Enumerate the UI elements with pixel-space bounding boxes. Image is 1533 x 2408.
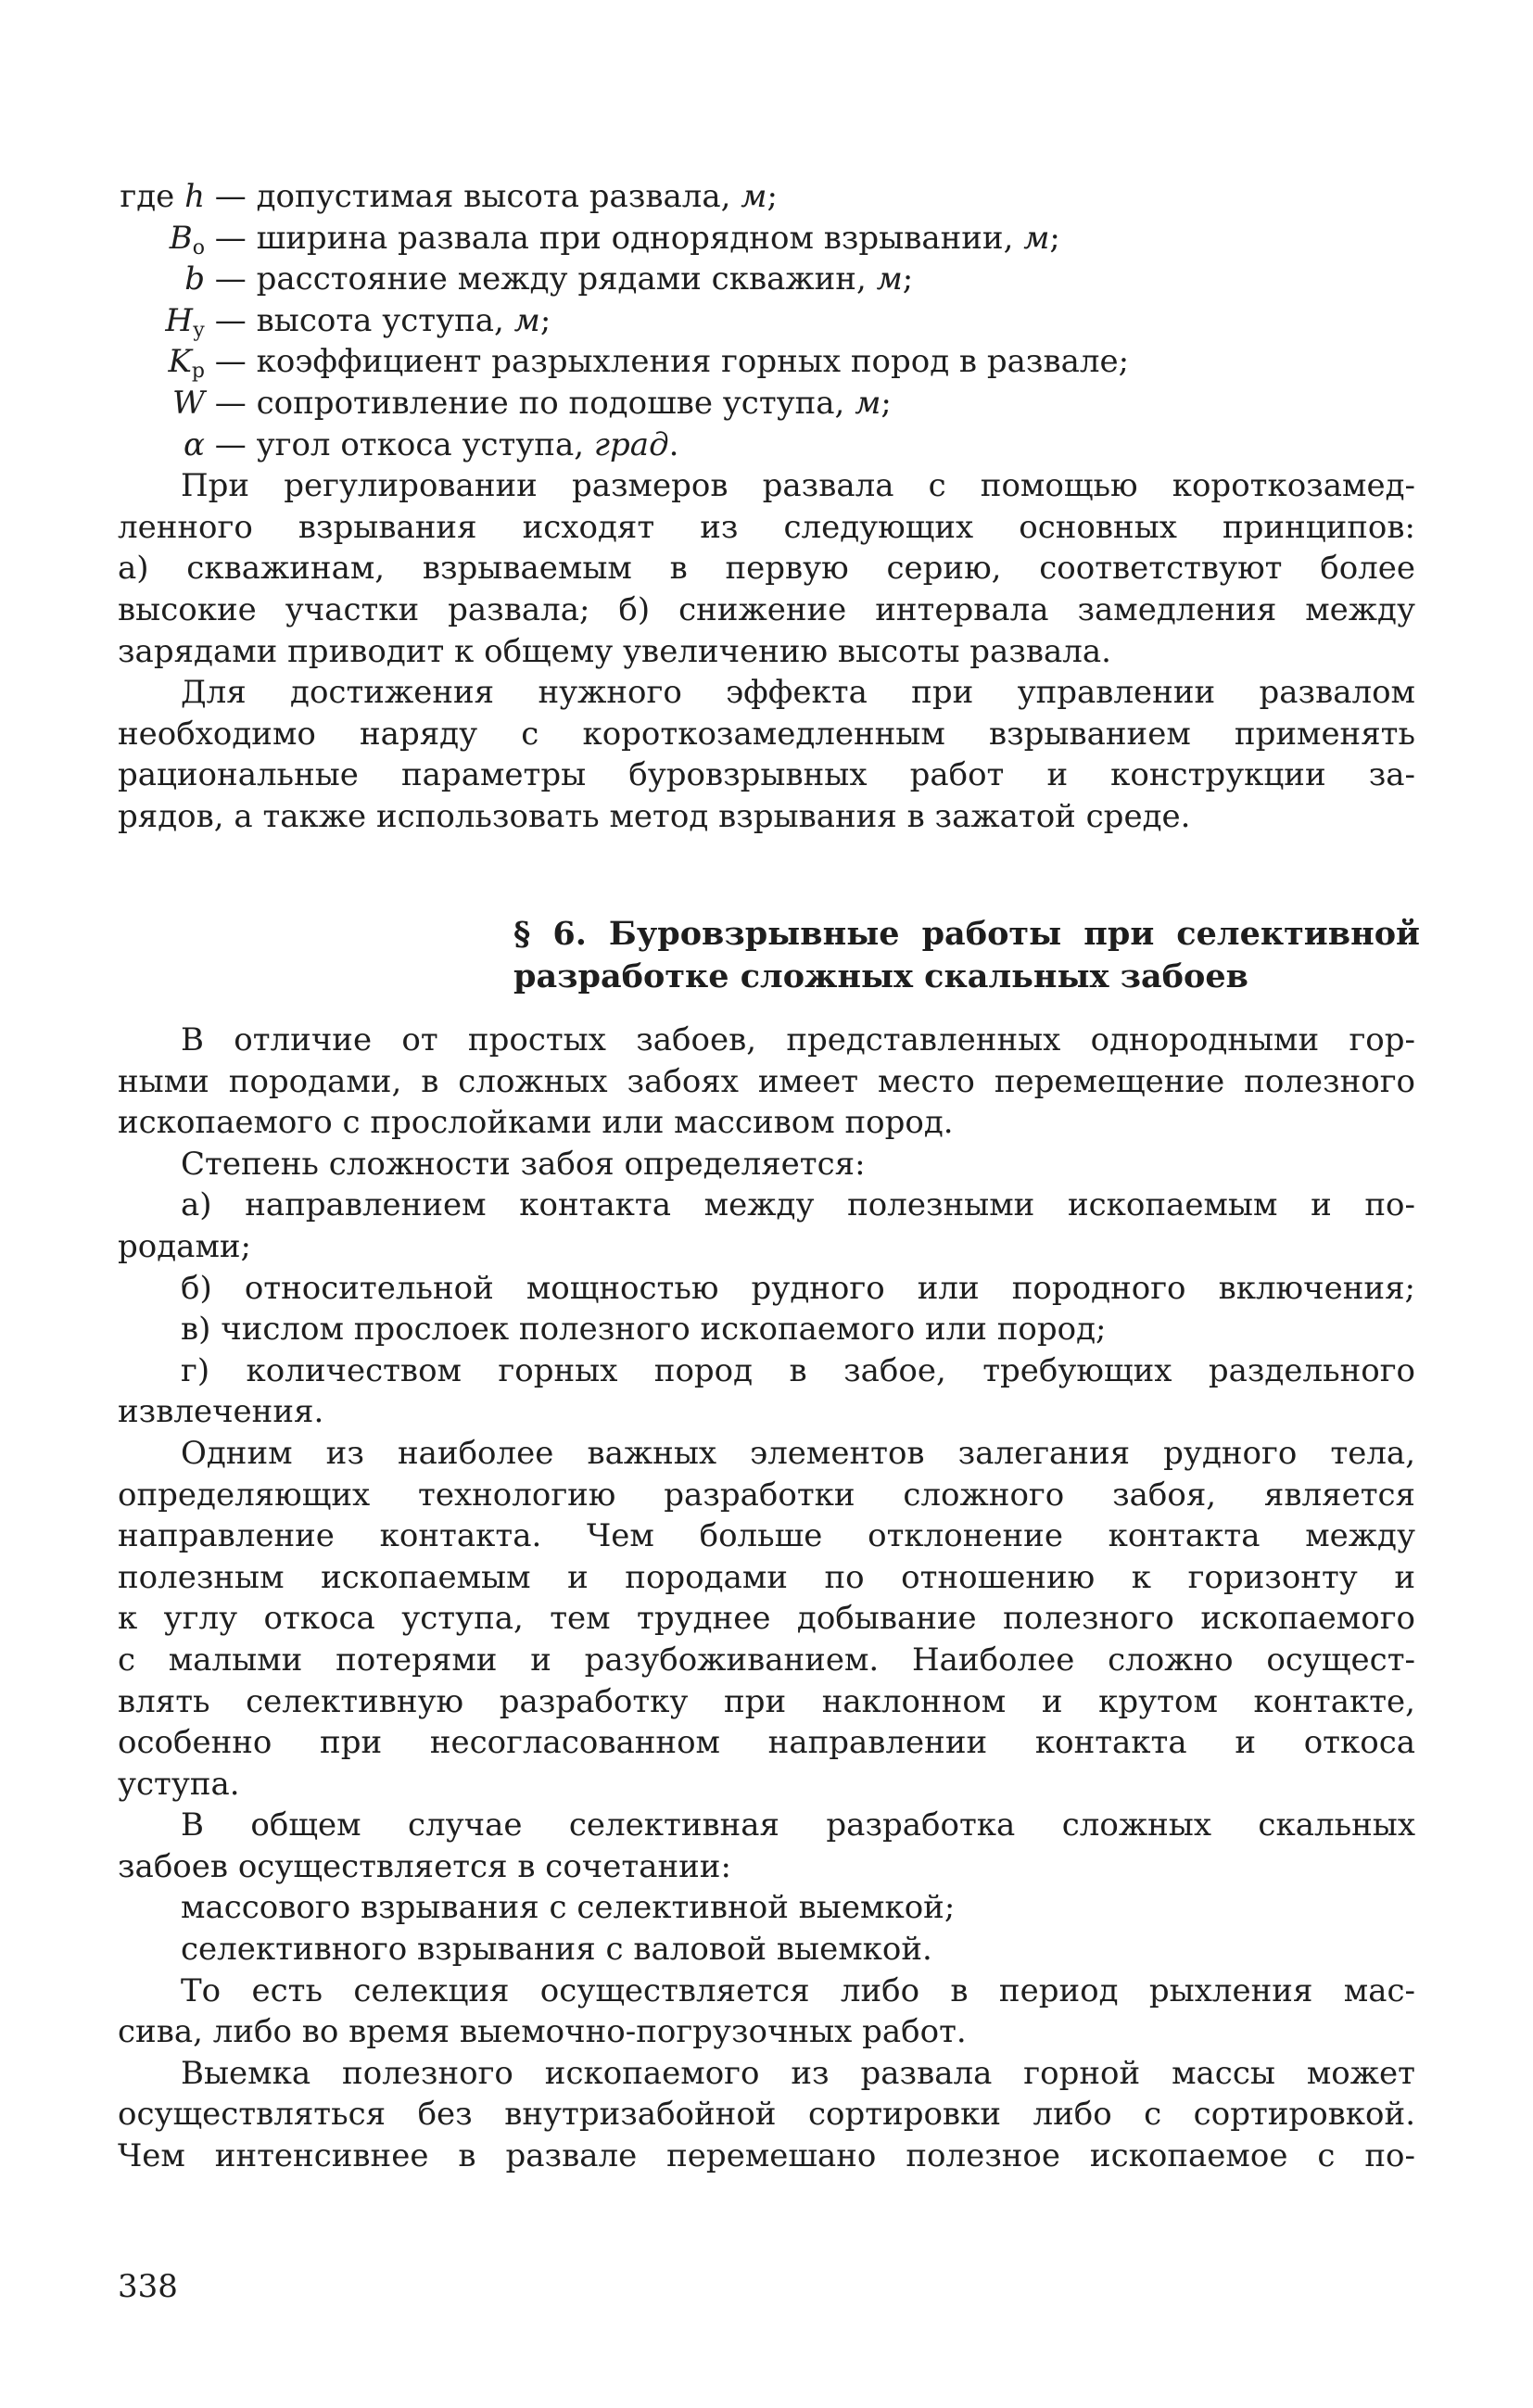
legend-dash: — bbox=[205, 425, 257, 463]
text-line: уступа. bbox=[118, 1765, 240, 1803]
legend-unit: м bbox=[513, 301, 540, 339]
legend-symbol: α bbox=[184, 425, 205, 463]
text-line: Выемка полезного ископаемого из развала горной массы может bbox=[181, 2054, 1415, 2092]
text-line: влять селективную разработку при наклонном и крутом контакте, bbox=[118, 1682, 1415, 1720]
legend-dash: — bbox=[205, 384, 257, 422]
legend-text: коэффициент разрыхления горных пород в развале; bbox=[256, 343, 1130, 381]
text-line: особенно при несогласованном направлении контакта и откоса bbox=[118, 1724, 1415, 1762]
paragraph-effect bbox=[118, 672, 1415, 837]
text-line: направление контакта. Чем больше отклонение контакта между bbox=[118, 1517, 1415, 1555]
legend-dash: — bbox=[205, 219, 257, 257]
text-line: рациональные параметры буровзрывных работ и конструкции за- bbox=[118, 756, 1415, 794]
text-line: То есть селекция осуществляется либо в период рыхления мас- bbox=[181, 1971, 1415, 2009]
legend-line bbox=[118, 383, 1415, 425]
legend-end: ; bbox=[881, 384, 892, 422]
legend-dash: — bbox=[205, 301, 257, 339]
legend-end: ; bbox=[766, 178, 778, 215]
legend-end: ; bbox=[539, 301, 551, 339]
legend-symbol: B bbox=[169, 219, 193, 257]
text-line: ископаемого с прослойками или массивом пород. bbox=[118, 1104, 954, 1142]
text-line: необходимо наряду с короткозамедленным взрыванием применять bbox=[118, 715, 1415, 753]
text-line: селективного взрывания с валовой выемкой. bbox=[181, 1931, 932, 1969]
legend-text: расстояние между рядами скважин, bbox=[256, 260, 877, 298]
legend-line bbox=[118, 176, 1415, 218]
page-number: 338 bbox=[118, 2268, 178, 2305]
text-line: зарядами приводит к общему увеличению высоты развала. bbox=[118, 632, 1111, 670]
legend-subscript: о bbox=[192, 235, 205, 260]
legend-line bbox=[118, 259, 1415, 300]
text-line: с малыми потерями и разубоживанием. Наиболее сложно осущест- bbox=[118, 1641, 1415, 1679]
legend-line bbox=[118, 425, 1415, 466]
legend-unit: м bbox=[1023, 219, 1050, 257]
legend-dash: — bbox=[205, 343, 257, 381]
text-line: родами; bbox=[118, 1227, 252, 1265]
legend-line bbox=[118, 300, 1415, 342]
text-line: Чем интенсивнее в развале перемешано полезное ископаемое с по- bbox=[118, 2137, 1415, 2175]
text-line: а) направлением контакта между полезными ископаемым и по- bbox=[181, 1186, 1415, 1224]
legend-text: сопротивление по подошве уступа, bbox=[256, 384, 855, 422]
legend-symbol: b bbox=[184, 260, 205, 298]
legend-subscript: у bbox=[193, 318, 205, 342]
legend-end: ; bbox=[902, 260, 914, 298]
legend-dash: — bbox=[205, 260, 257, 298]
legend-symbol: W bbox=[172, 384, 205, 422]
text-line: в) числом прослоек полезного ископаемого или пород; bbox=[181, 1311, 1107, 1349]
text-line: Степень сложности забоя определяется: bbox=[181, 1145, 866, 1183]
text-line: При регулировании размеров развала с помощью короткозамед- bbox=[181, 467, 1415, 505]
legend-dash: — bbox=[205, 178, 257, 215]
legend-symbol: H bbox=[165, 301, 194, 339]
text-line: ными породами, в сложных забоях имеет место перемещение полезного bbox=[118, 1062, 1415, 1100]
legend-symbol: K bbox=[168, 343, 192, 381]
text-line: г) количеством горных пород в забое, требующих раздельного bbox=[181, 1351, 1415, 1389]
heading-line-2: разработке сложных скальных забоев bbox=[513, 957, 1248, 995]
legend-symbol: h bbox=[184, 178, 205, 215]
text-line: а) скважинам, взрываемым в первую серию, соответствуют более bbox=[118, 550, 1415, 588]
text-line: высокие участки развала; б) снижение интервала замедления между bbox=[118, 590, 1415, 628]
legend-line bbox=[118, 218, 1415, 260]
legend-term bbox=[118, 383, 205, 425]
text-line: извлечения. bbox=[118, 1393, 324, 1431]
page-text bbox=[118, 176, 1415, 838]
text-line: б) относительной мощностью рудного или породного включения; bbox=[181, 1269, 1415, 1307]
legend-text: ширина развала при однорядном взрывании, bbox=[256, 219, 1024, 257]
section-body bbox=[118, 1020, 1415, 2177]
text-line: определяющих технологию разработки сложного забоя, является bbox=[118, 1476, 1415, 1514]
section-heading bbox=[513, 913, 1420, 998]
text-line: полезным ископаемым и породами по отношению к горизонту и bbox=[118, 1558, 1415, 1596]
legend-prefix: где bbox=[120, 178, 185, 215]
legend-term bbox=[118, 259, 205, 300]
text-line: к углу откоса уступа, тем труднее добывание полезного ископаемого bbox=[118, 1600, 1415, 1638]
text-line: рядов, а также использовать метод взрывания в зажатой среде. bbox=[118, 797, 1191, 835]
legend-subscript: р bbox=[191, 360, 205, 384]
text-line: осуществляться без внутризабойной сортировки либо с сортировкой. bbox=[118, 2096, 1415, 2134]
heading-line-1: § 6. Буровзрывные работы при селективной bbox=[513, 915, 1420, 953]
legend-text: угол откоса уступа, bbox=[256, 425, 594, 463]
legend-unit: м bbox=[855, 384, 881, 422]
legend-text: высота уступа, bbox=[256, 301, 514, 339]
text-line: ленного взрывания исходят из следующих основных принципов: bbox=[118, 508, 1415, 546]
legend-line bbox=[118, 341, 1415, 383]
legend-term bbox=[118, 425, 205, 466]
text-line: В отличие от простых забоев, представленных однородными гор- bbox=[181, 1021, 1415, 1058]
legend-unit: м bbox=[876, 260, 903, 298]
text-line: массового взрывания с селективной выемкой; bbox=[181, 1889, 956, 1927]
text-line: Одним из наиболее важных элементов залегания рудного тела, bbox=[181, 1434, 1415, 1472]
paragraph-principles bbox=[118, 465, 1415, 672]
legend-end: ; bbox=[1049, 219, 1060, 257]
variable-legend bbox=[118, 176, 1415, 465]
legend-unit: град bbox=[593, 425, 669, 463]
legend-end: . bbox=[668, 425, 679, 463]
text-line: В общем случае селективная разработка сложных скальных bbox=[181, 1806, 1415, 1844]
legend-term bbox=[118, 176, 205, 218]
text-line: Для достижения нужного эффекта при управлении развалом bbox=[181, 674, 1415, 712]
legend-unit: м bbox=[741, 178, 767, 215]
legend-text: допустимая высота развала, bbox=[256, 178, 741, 215]
text-line: сива, либо во время выемочно-погрузочных работ. bbox=[118, 2013, 967, 2051]
text-line: забоев осуществляется в сочетании: bbox=[118, 1847, 731, 1885]
